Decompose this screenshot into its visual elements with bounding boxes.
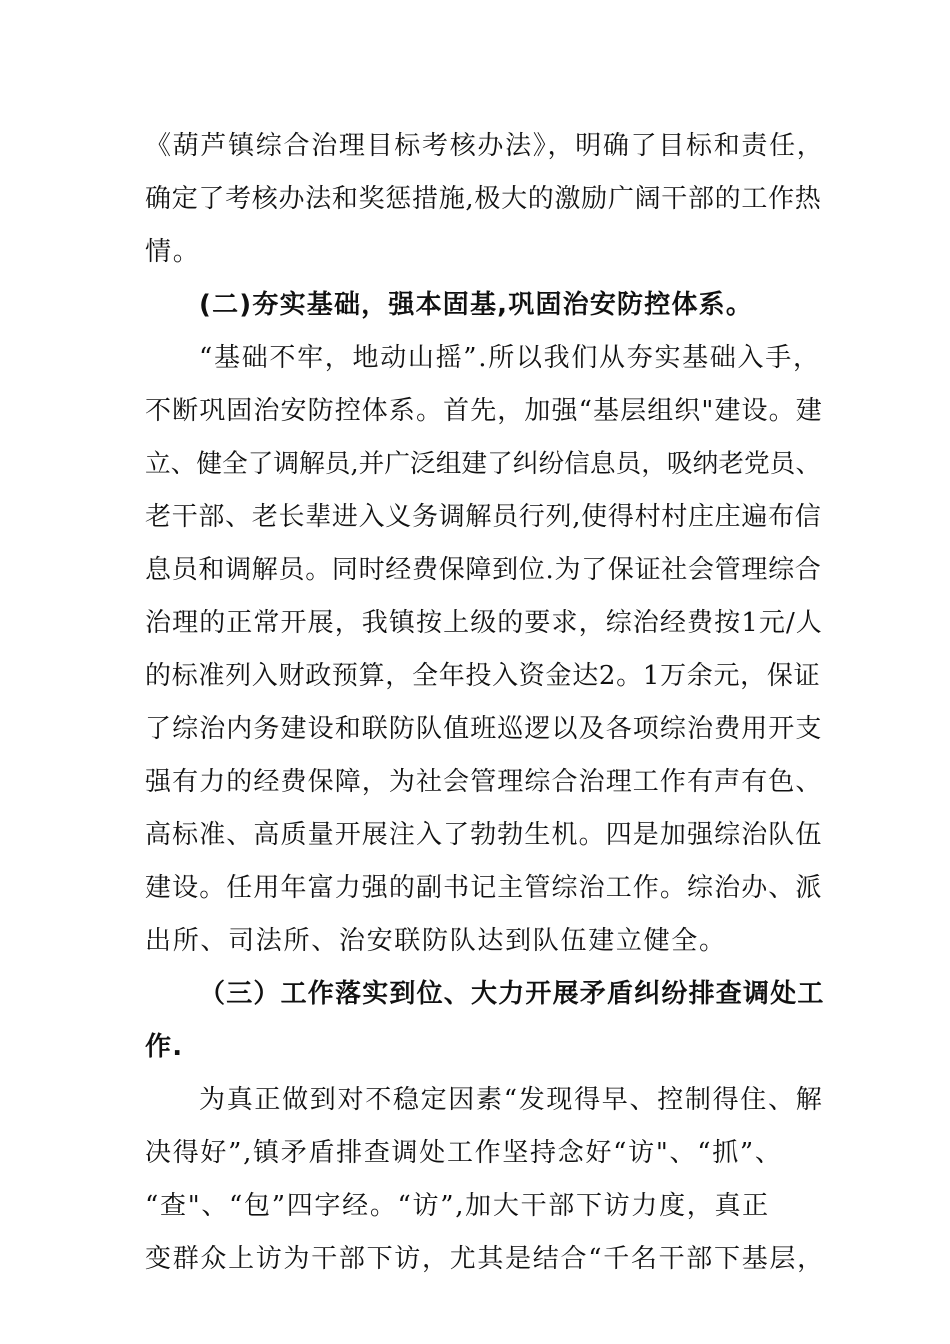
section-heading-3: （三）工作落实到位、大力开展矛盾纠纷排查调处工 — [199, 979, 825, 1009]
paragraph-line: 不断巩固治安防控体系。首先，加强“基层组织"建设。建 — [145, 396, 823, 426]
paragraph-line: 出所、司法所、治安联防队达到队伍建立健全。 — [145, 926, 727, 956]
paragraph-line: 息员和调解员。同时经费保障到位.为了保证社会管理综合 — [145, 555, 822, 585]
section-heading-3-continued: 作. — [145, 1032, 184, 1062]
paragraph-line: 《葫芦镇综合治理目标考核办法》，明确了目标和责任， — [145, 131, 825, 161]
paragraph-line: “查"、“包”四字经。“访”,加大干部下访力度，真正 — [145, 1191, 770, 1221]
paragraph-line: 老干部、老长辈进入义务调解员行列,使得村村庄庄遍布信 — [145, 502, 822, 532]
paragraph-line: 确定了考核办法和奖惩措施,极大的激励广阔干部的工作热 — [145, 184, 822, 214]
paragraph-line: 为真正做到对不稳定因素“发现得早、控制得住、解 — [199, 1085, 824, 1115]
paragraph-line: 立、健全了调解员,并广泛组建了纠纷信息员，吸纳老党员、 — [145, 449, 822, 479]
paragraph-line: “基础不牢，地动山摇”.所以我们从夯实基础入手， — [199, 343, 821, 373]
paragraph-line: 高标准、高质量开展注入了勃勃生机。四是加强综治队伍 — [145, 820, 823, 850]
paragraph-line: 了综治内务建设和联防队值班巡逻以及各项综治费用开支 — [145, 714, 823, 744]
document-page — [145, 120, 825, 1286]
paragraph-line: 建设。任用年富力强的副书记主管综治工作。综治办、派 — [145, 873, 823, 903]
paragraph-line: 治理的正常开展，我镇按上级的要求，综治经费按1元/人 — [145, 608, 823, 638]
section-heading-2: (二)夯实基础，强本固基,巩固治安防控体系。 — [199, 290, 754, 320]
paragraph-line: 的标准列入财政预算，全年投入资金达2。1万余元，保证 — [145, 661, 821, 691]
paragraph-line: 情。 — [145, 237, 201, 267]
paragraph-line: 强有力的经费保障，为社会管理综合治理工作有声有色、 — [145, 767, 823, 797]
paragraph-line: 决得好”,镇矛盾排查调处工作坚持念好“访"、“抓”、 — [145, 1138, 783, 1168]
paragraph-line: 变群众上访为干部下访，尤其是结合“千名干部下基层， — [145, 1244, 825, 1274]
